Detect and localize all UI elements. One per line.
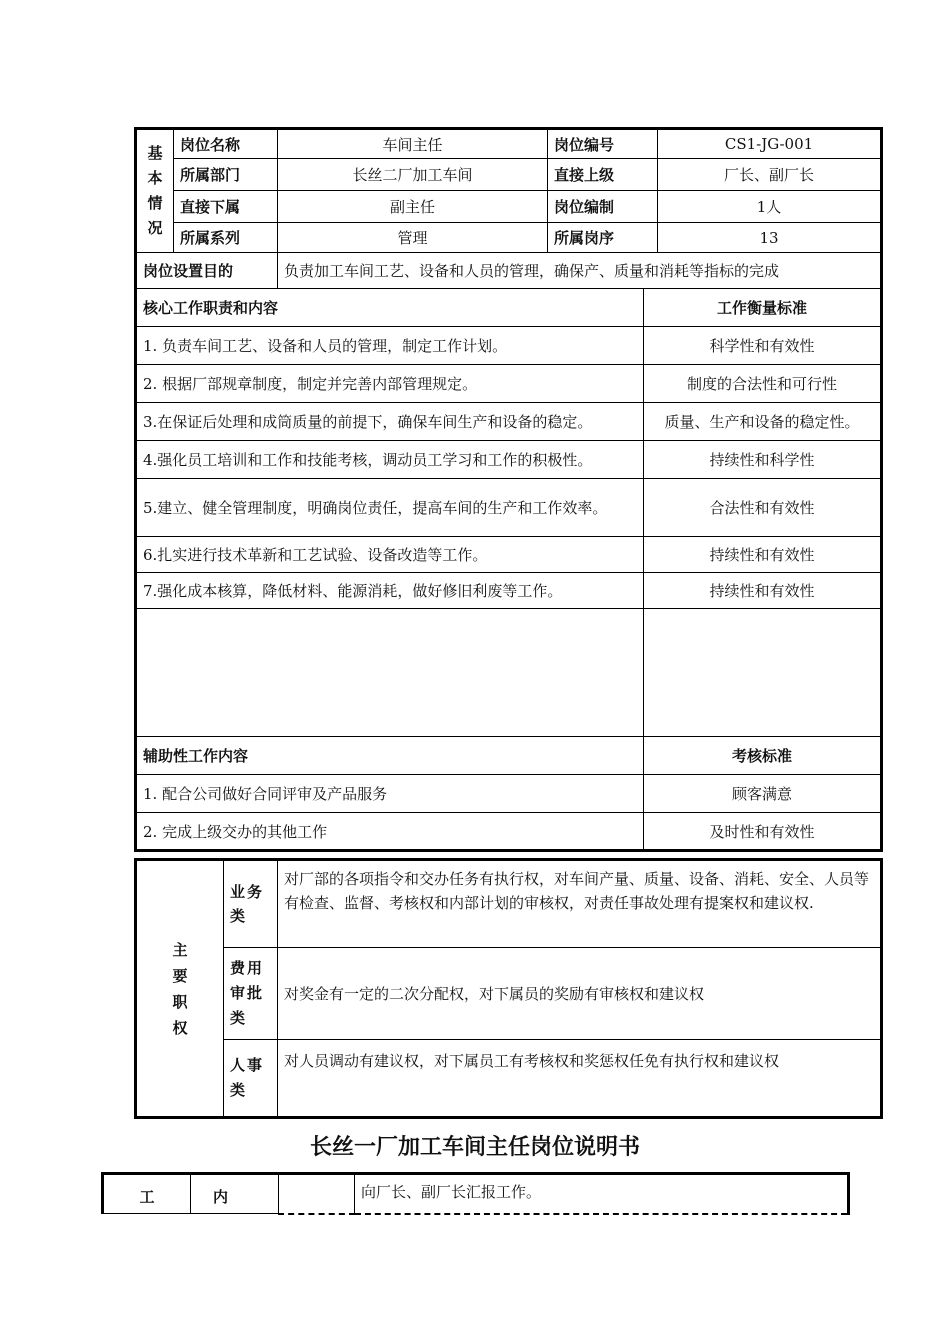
core-std: 科学性和有效性	[644, 327, 882, 365]
core-std: 合法性和有效性	[644, 479, 882, 537]
aux-item: 2. 完成上级交办的其他工作	[136, 813, 644, 851]
core-header: 核心工作职责和内容	[136, 289, 644, 327]
core-std: 制度的合法性和可行性	[644, 365, 882, 403]
next-table	[101, 1172, 850, 1215]
purpose-text: 负责加工车间工艺、设备和人员的管理，确保产、质量和消耗等指标的完成	[278, 253, 882, 289]
core-item: 5.建立、健全管理制度，明确岗位责任，提高车间的生产和工作效率。	[136, 479, 644, 537]
field-value: 13	[658, 223, 882, 253]
field-label: 岗位编号	[548, 129, 658, 159]
core-std: 持续性和科学性	[644, 441, 882, 479]
field-value: 管理	[278, 223, 548, 253]
aux-header: 辅助性工作内容	[136, 737, 644, 775]
field-value: 长丝二厂加工车间	[278, 159, 548, 191]
core-item: 4.强化员工培训和工作和技能考核，调动员工学习和工作的积极性。	[136, 441, 644, 479]
next-cell: 向厂长、副厂长汇报工作。	[355, 1174, 849, 1214]
core-std: 持续性和有效性	[644, 573, 882, 609]
core-item: 1. 负责车间工艺、设备和人员的管理，制定工作计划。	[136, 327, 644, 365]
core-std-header: 工作衡量标准	[644, 289, 882, 327]
authority-type: 费用审批类	[224, 948, 278, 1040]
field-label: 直接上级	[548, 159, 658, 191]
next-cell: 工	[103, 1174, 191, 1214]
field-value: 车间主任	[278, 129, 548, 159]
core-std: 质量、生产和设备的稳定性。	[644, 403, 882, 441]
section-label: 基 本 情 况	[136, 129, 174, 253]
aux-std-header: 考核标准	[644, 737, 882, 775]
authority-text: 对奖金有一定的二次分配权，对下属员的奖励有审核权和建议权	[278, 948, 882, 1040]
core-item: 6.扎实进行技术革新和工艺试验、设备改造等工作。	[136, 537, 644, 573]
field-label: 岗位编制	[548, 191, 658, 223]
aux-item: 1. 配合公司做好合同评审及产品服务	[136, 775, 644, 813]
core-std: 持续性和有效性	[644, 537, 882, 573]
authority-type: 人事类	[224, 1040, 278, 1118]
field-value: 1人	[658, 191, 882, 223]
empty-cell	[279, 1174, 355, 1214]
core-item: 3.在保证后处理和成筒质量的前提下，确保车间生产和设备的稳定。	[136, 403, 644, 441]
authority-text: 对人员调动有建议权，对下属员工有考核权和奖惩权任免有执行权和建议权	[278, 1040, 882, 1118]
core-item: 2. 根据厂部规章制度，制定并完善内部管理规定。	[136, 365, 644, 403]
aux-std: 及时性和有效性	[644, 813, 882, 851]
purpose-label: 岗位设置目的	[136, 253, 278, 289]
empty-cell	[136, 609, 644, 737]
authority-text: 对厂部的各项指令和交办任务有执行权，对车间产量、质量、设备、消耗、安全、人员等有检查、监督、考核权和内部计划的审核权，对责任事故处理有提案权和建议权.	[278, 860, 882, 948]
field-label: 直接下属	[174, 191, 278, 223]
authority-label: 主 要 职 权	[136, 860, 224, 1118]
core-item: 7.强化成本核算，降低材料、能源消耗，做好修旧利废等工作。	[136, 573, 644, 609]
basic-info-table	[134, 127, 883, 852]
empty-cell	[644, 609, 882, 737]
field-label: 所属系列	[174, 223, 278, 253]
field-label: 岗位名称	[174, 129, 278, 159]
document-title: 长丝一厂加工车间主任岗位说明书	[309, 1135, 640, 1160]
authority-table	[134, 858, 883, 1119]
field-label: 所属部门	[174, 159, 278, 191]
next-cell: 内	[191, 1174, 279, 1214]
field-value: 副主任	[278, 191, 548, 223]
field-value: CS1-JG-001	[658, 129, 882, 159]
field-label: 所属岗序	[548, 223, 658, 253]
authority-type: 业务类	[224, 860, 278, 948]
field-value: 厂长、副厂长	[658, 159, 882, 191]
aux-std: 顾客满意	[644, 775, 882, 813]
